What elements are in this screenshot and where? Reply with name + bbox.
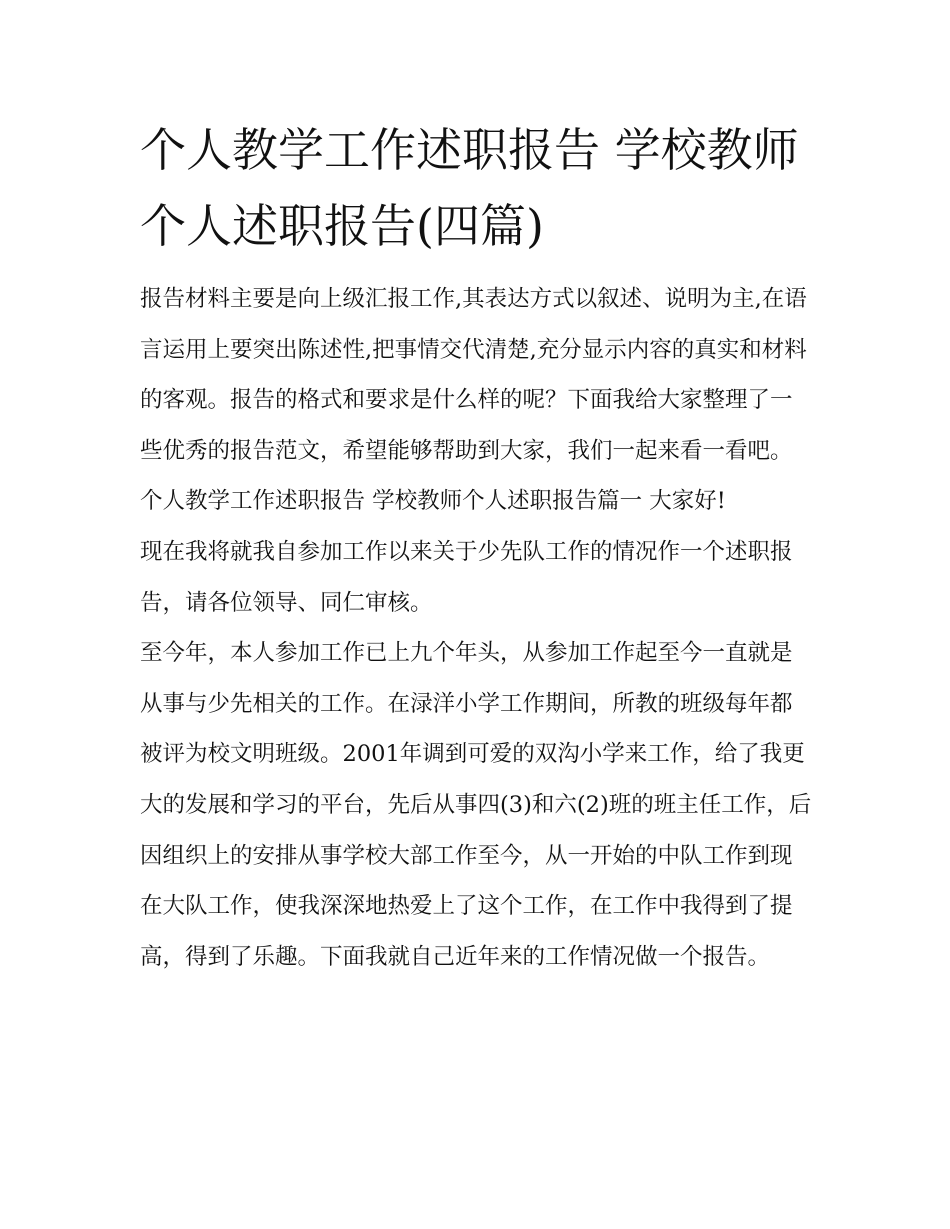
document-title: 个人教学工作述职报告 学校教师个人述职报告(四篇) xyxy=(140,123,799,253)
document-body xyxy=(140,274,812,982)
paragraph-opening: 现在我将就我自参加工作以来关于少先队工作的情况作一个述职报告，请各位领导、同仁审核。 xyxy=(140,538,793,616)
paragraph-intro: 报告材料主要是向上级汇报工作,其表达方式以叙述、说明为主,在语言运用上要突出陈述性,把事情交代清楚,充分显示内容的真实和材料的客观。报告的格式和要求是什么样的呢？下面我给大家整理了一些优秀的报告范文，希望能够帮助到大家，我们一起来看一看吧。 xyxy=(140,286,807,464)
paragraph-work-history: 至今年，本人参加工作已上九个年头，从参加工作起至今一直就是从事与少先相关的工作。在渌洋小学工作期间，所教的班级每年都被评为校文明班级。2001年调到可爱的双沟小学来工作，给了我更大的发展和学习的平台，先后从事四(3)和六(2)班的班主任工作，后因组织上的安排从事学校大部工作至今，从一开始的中队工作到现在大队工作，使我深深地热爱上了这个工作，在工作中我得到了提高，得到了乐趣。下面我就自己近年来的工作情况做一个报告。 xyxy=(140,640,812,970)
paragraph-section-heading: 个人教学工作述职报告 学校教师个人述职报告篇一 大家好! xyxy=(140,488,726,515)
